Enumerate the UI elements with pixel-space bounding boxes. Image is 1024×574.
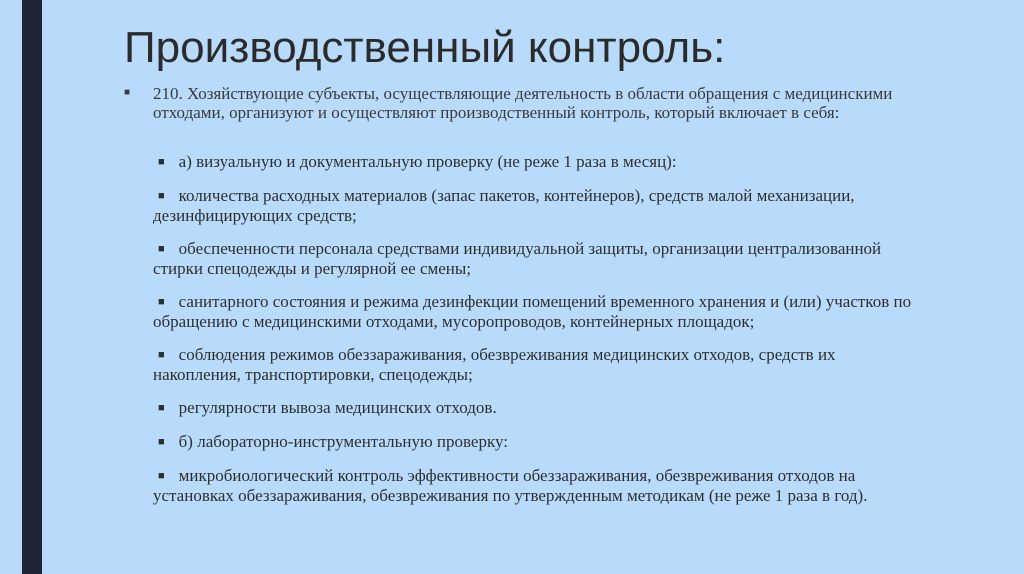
list-item-text: соблюдения режимов обеззараживания, обезвреживания медицинских отходов, средств их накопления, транспортировки, спецодежды; <box>153 345 836 384</box>
list-item <box>153 186 913 225</box>
square-bullet-icon: ■ <box>158 243 165 255</box>
square-bullet-icon: ■ <box>124 87 131 98</box>
list-item <box>153 152 913 172</box>
list-item-text: количества расходных материалов (запас пакетов, контейнеров), средств малой механизации, дезинфицирующих средств; <box>153 186 855 225</box>
list-item <box>153 398 913 418</box>
slide-title: Производственный контроль: <box>124 23 726 72</box>
lead-paragraph <box>124 84 904 122</box>
list-item <box>153 345 913 384</box>
list-item-text: микробиологический контроль эффективности обеззараживания, обезвреживания отходов на установках обеззараживания, обезвреживания по утвержденным методикам (не реже 1 раза в год). <box>153 466 868 505</box>
list-item-text: б) лабораторно-инструментальную проверку: <box>178 432 508 451</box>
square-bullet-icon: ■ <box>158 349 165 361</box>
square-bullet-icon: ■ <box>158 296 165 308</box>
square-bullet-icon: ■ <box>158 190 165 202</box>
list-item <box>153 432 913 452</box>
square-bullet-icon: ■ <box>158 402 165 414</box>
list-item-text: а) визуальную и документальную проверку (не реже 1 раза в месяц): <box>178 152 677 171</box>
list-item <box>153 239 913 278</box>
lead-text: 210. Хозяйствующие субъекты, осуществляющие деятельность в области обращения с медицинскими отходами, организуют и осуществляют производственный контроль, который включает в себя: <box>153 84 893 122</box>
side-accent-bar <box>22 0 42 574</box>
list-item-text: обеспеченности персонала средствами индивидуальной защиты, организации централизованной стирки спецодежды и регулярной ее смены; <box>153 239 882 278</box>
list-item-text: санитарного состояния и режима дезинфекции помещений временного хранения и (или) участков по обращению с медицинскими отходами, мусоропроводов, контейнерных площадок; <box>153 292 912 331</box>
square-bullet-icon: ■ <box>158 470 165 482</box>
square-bullet-icon: ■ <box>158 436 165 448</box>
sub-items-list <box>153 152 913 519</box>
list-item <box>153 292 913 331</box>
list-item <box>153 466 913 505</box>
list-item-text: регулярности вывоза медицинских отходов. <box>178 398 497 417</box>
square-bullet-icon: ■ <box>158 156 165 168</box>
